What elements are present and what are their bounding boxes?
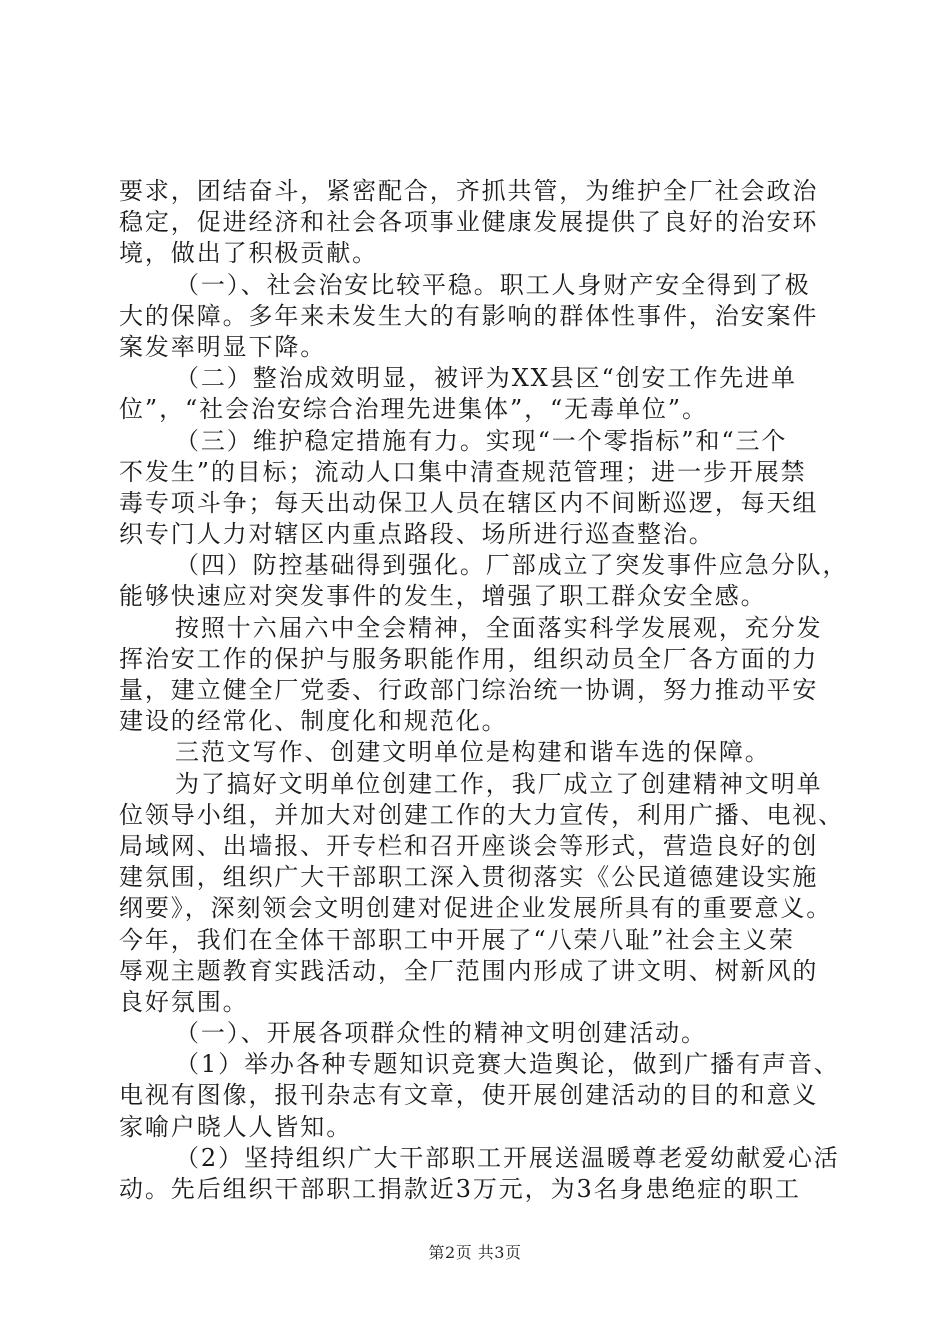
text-line: 位”，“社会治安综合治理先进集体”，“无毒单位”。 bbox=[119, 395, 708, 424]
text-line: 纲要》，深刻领会文明创建对促进企业发展所具有的重要意义。 bbox=[119, 894, 833, 923]
text-line: 家喻户晓人人皆知。 bbox=[119, 1112, 353, 1141]
section-heading: 三范文写作、创建文明单位是构建和谐车选的保障。 bbox=[175, 738, 771, 767]
text-line: 案发率明显下降。 bbox=[119, 332, 327, 361]
text-line: 能够快速应对突发事件的发生，增强了职工群众安全感。 bbox=[119, 582, 767, 611]
text-line: 电视有图像，报刊杂志有文章，使开展创建活动的目的和意义 bbox=[119, 1081, 819, 1110]
text-line: 良好氛围。 bbox=[119, 987, 249, 1016]
text-line: 局域网、出墙报、开专栏和召开座谈会等形式，营造良好的创 bbox=[119, 831, 819, 860]
text-line: （四）防控基础得到强化。厂部成立了突发事件应急分队， bbox=[175, 551, 849, 580]
text-line: （二）整治成效明显，被评为XX县区“创安工作先进单 bbox=[175, 364, 797, 393]
text-line: 大的保障。多年来未发生大的有影响的群体性事件，治安案件 bbox=[119, 301, 819, 330]
page-number-footer: 第2页 共3页 bbox=[428, 1243, 522, 1262]
text-line: （一）、开展各项群众性的精神文明创建活动。 bbox=[175, 1019, 707, 1048]
text-line: 织专门人力对辖区内重点路段、场所进行巡查整治。 bbox=[119, 520, 715, 549]
text-line: 动。先后组织干部职工捐款近3万元，为3名身患绝症的职工 bbox=[119, 1175, 801, 1203]
text-line: 境，做出了积极贡献。 bbox=[119, 239, 378, 268]
text-line: （三）维护稳定措施有力。实现“一个零指标”和“三个 bbox=[175, 426, 788, 455]
text-line: 挥治安工作的保护与服务职能作用，组织动员全厂各方面的力 bbox=[119, 644, 819, 673]
text-line: （一）、社会治安比较平稳。职工人身财产安全得到了极 bbox=[175, 270, 811, 299]
text-line: 为了搞好文明单位创建工作，我厂成立了创建精神文明单 bbox=[175, 769, 823, 798]
text-line: 毒专项斗争；每天出动保卫人员在辖区内不间断巡逻，每天组 bbox=[119, 488, 819, 517]
text-line: 稳定，促进经济和社会各项事业健康发展提供了良好的治安环 bbox=[119, 208, 819, 237]
text-line: （2）坚持组织广大干部职工开展送温暖尊老爱幼献爱心活 bbox=[175, 1143, 840, 1172]
text-line: 建氛围，组织广大干部职工深入贯彻落实《公民道德建设实施 bbox=[119, 863, 819, 892]
text-line: 位领导小组，并加大对创建工作的大力宣传，利用广播、电视、 bbox=[119, 800, 845, 829]
text-line: （1）举办各种专题知识竞赛大造舆论，做到广播有声音、 bbox=[175, 1050, 840, 1079]
text-line: 量，建立健全厂党委、行政部门综治统一协调，努力推动平安 bbox=[119, 676, 819, 704]
text-line: 按照十六届六中全会精神，全面落实科学发展观，充分发 bbox=[175, 613, 823, 642]
text-line: 要求，团结奋斗，紧密配合，齐抓共管，为维护全厂社会政治 bbox=[119, 177, 819, 205]
text-line: 建设的经常化、制度化和规范化。 bbox=[119, 707, 508, 736]
text-line: 今年，我们在全体干部职工中开展了“八荣八耻”社会主义荣 bbox=[119, 925, 795, 954]
text-line: 辱观主题教育实践活动，全厂范围内形成了讲文明、树新风的 bbox=[119, 956, 819, 985]
text-line: 不发生”的目标；流动人口集中清查规范管理；进一步开展禁 bbox=[119, 457, 807, 486]
document-body bbox=[119, 176, 849, 1205]
